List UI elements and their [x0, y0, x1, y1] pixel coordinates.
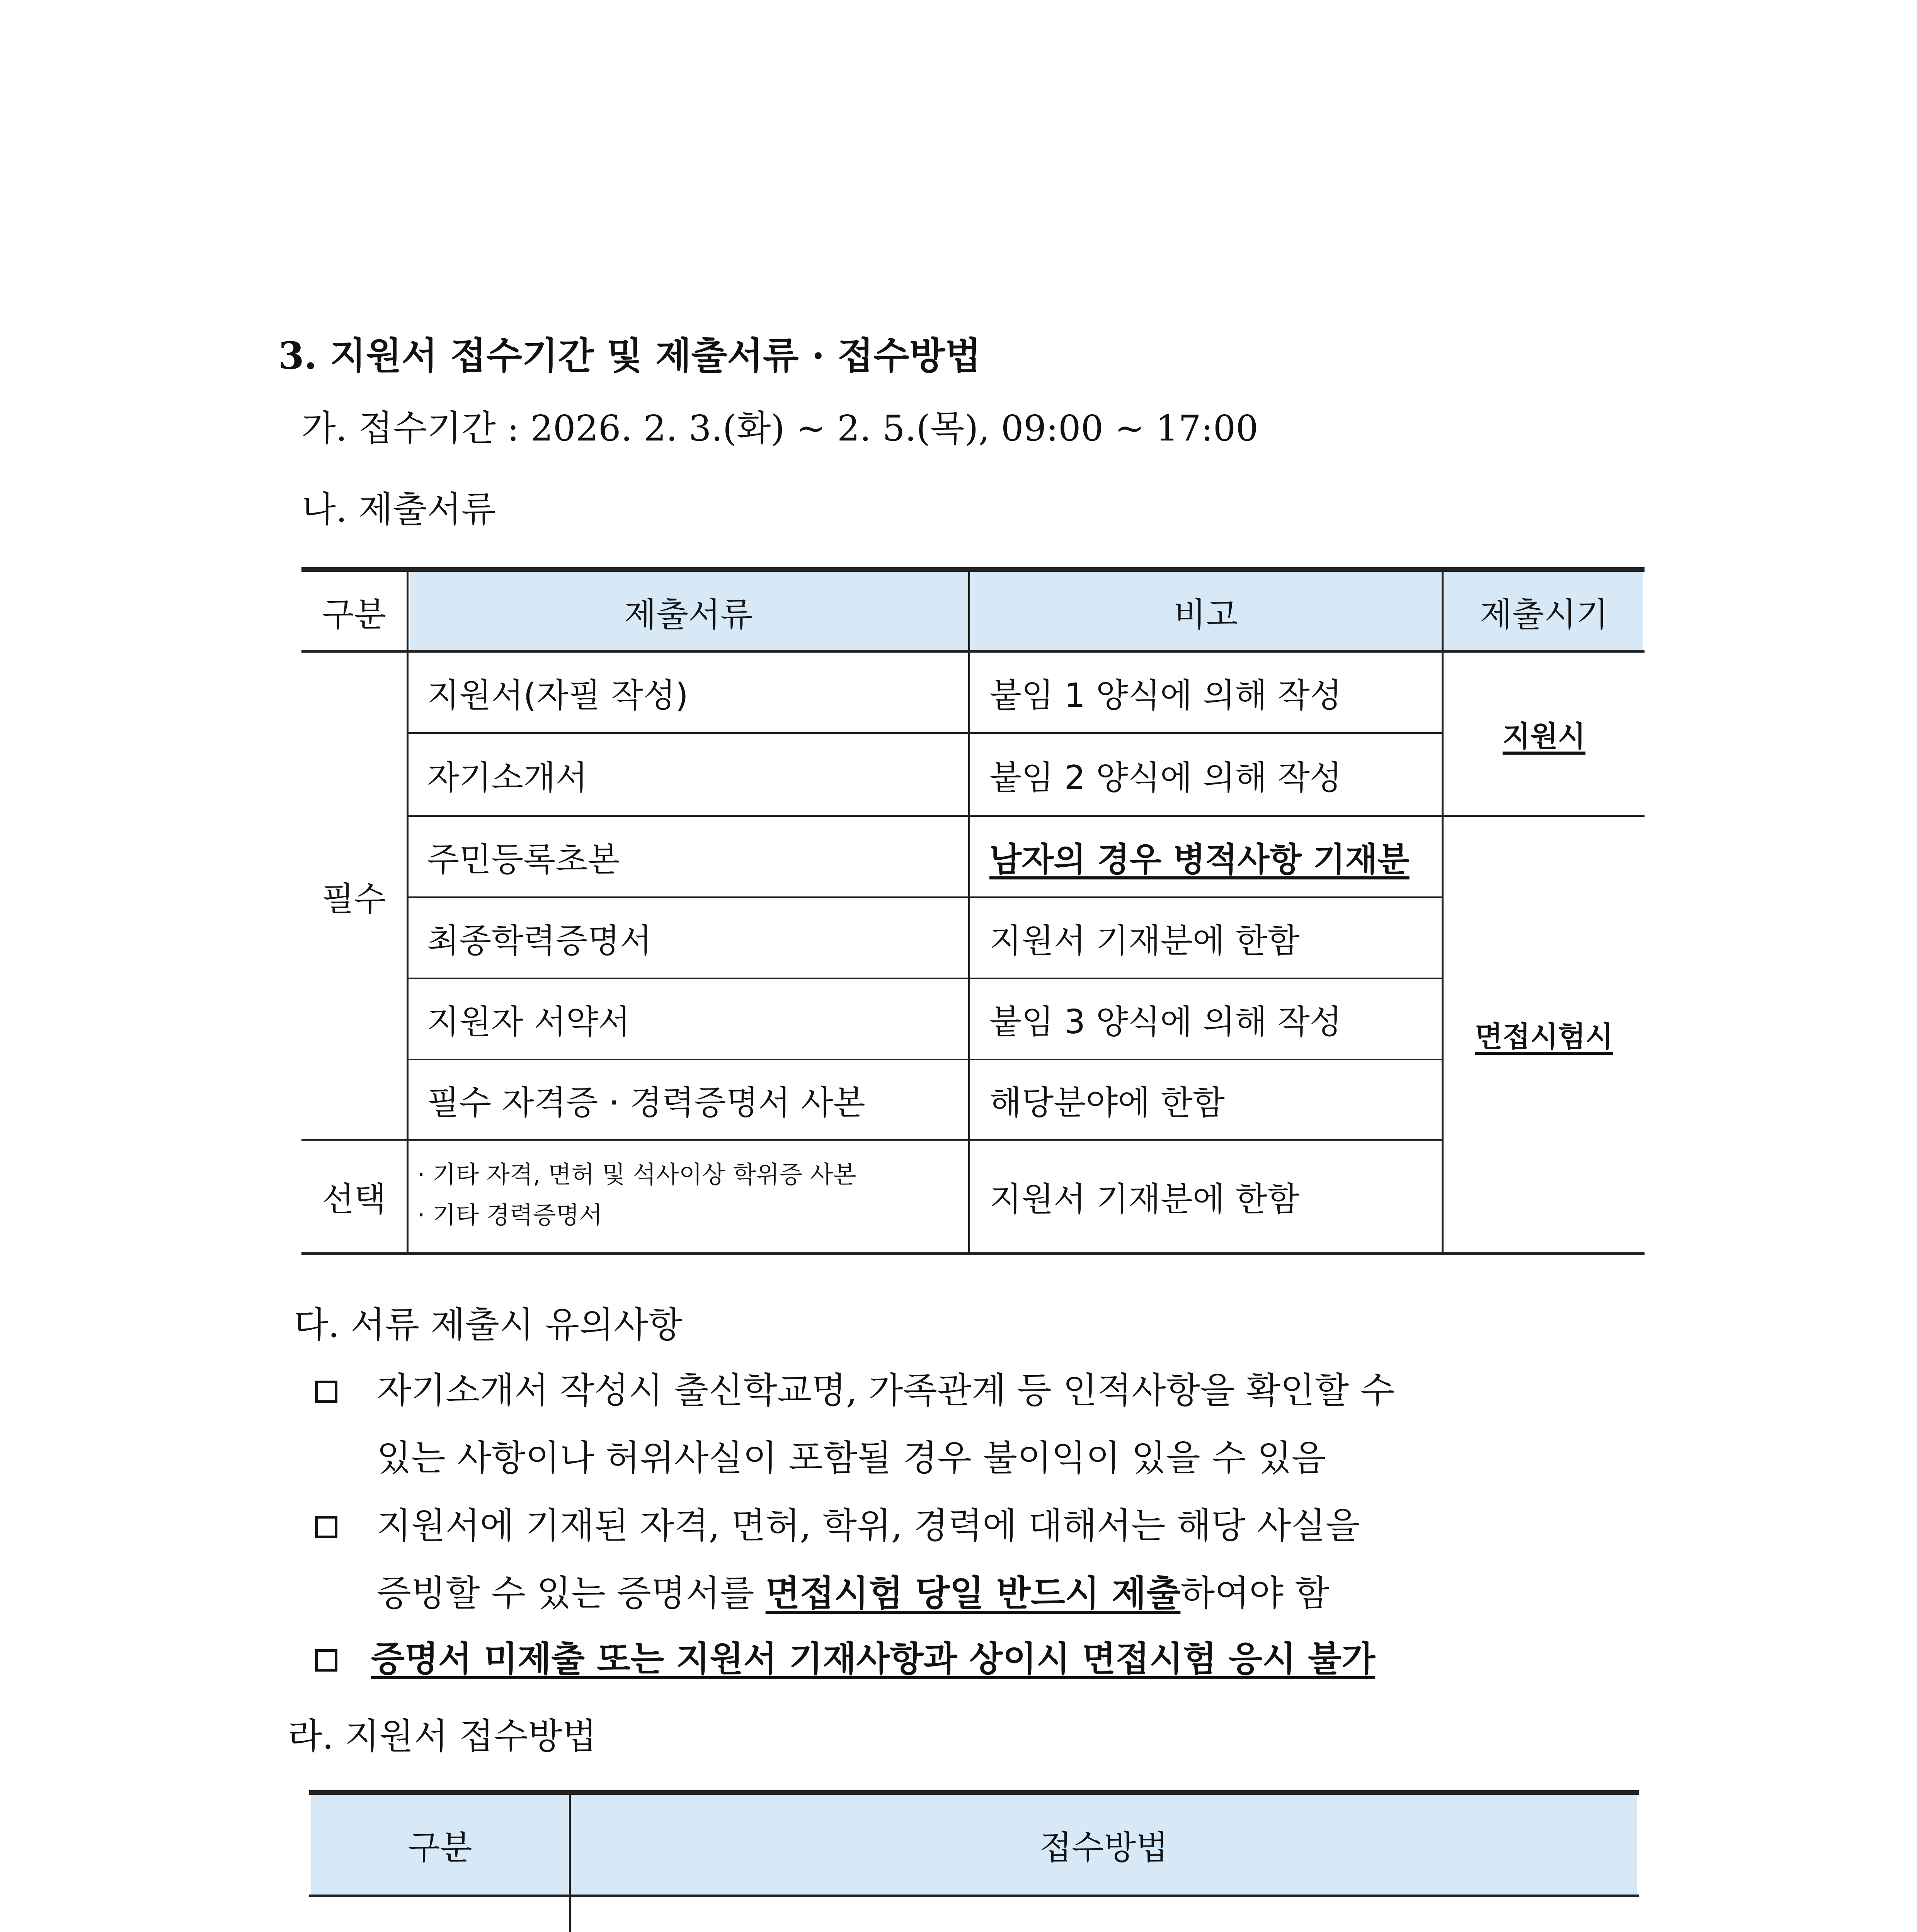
timing-interview: 면접시험시 — [1475, 1020, 1613, 1053]
note-education-cert: 지원서 기재분에 한함 — [989, 922, 1300, 960]
method-header-type: 구분 — [408, 1828, 472, 1867]
checkbox-icon — [315, 1516, 337, 1540]
header-documents: 제출서류 — [624, 595, 753, 634]
timing-apply: 지원시 — [1502, 719, 1586, 753]
doc-resident-abstract: 주민등록초본 — [427, 840, 620, 879]
method-header-method: 접수방법 — [1039, 1828, 1168, 1867]
group-optional: 선택 — [322, 1180, 386, 1219]
doc-education-cert: 최종학력증명서 — [427, 922, 652, 960]
note-2-line1: 지원서에 기재된 자격, 면허, 학위, 경력에 대해서는 해당 사실을 — [377, 1505, 1360, 1546]
note-optional: 지원서 기재분에 한함 — [989, 1180, 1300, 1219]
group-required: 필수 — [322, 879, 386, 918]
doc-self-intro: 자기소개서 — [427, 758, 588, 797]
note-1-line2: 있는 사항이나 허위사실이 포함될 경우 불이익이 있을 수 있음 — [377, 1437, 1326, 1479]
note-resident-abstract: 남자의 경우 병적사항 기재분 — [989, 840, 1410, 879]
doc-application: 지원서(자필 작성) — [427, 676, 688, 715]
documents-label: 나. 제출서류 — [301, 489, 496, 530]
checkbox-icon — [315, 1649, 337, 1673]
header-category: 구분 — [322, 595, 386, 634]
doc-license-copy: 필수 자격증 · 경력증명서 사본 — [427, 1083, 865, 1122]
note-self-intro: 붙임 2 양식에 의해 작성 — [989, 758, 1342, 797]
note-2-line2: 증빙할 수 있는 증명서를 면접시험 당일 반드시 제출하여야 함 — [377, 1572, 1330, 1614]
header-timing: 제출시기 — [1479, 595, 1609, 634]
optional-doc-2: · 기타 경력증명서 — [417, 1201, 603, 1229]
note-3: 증명서 미제출 또는 지원서 기재사항과 상이시 면접시험 응시 불가 — [371, 1639, 1376, 1679]
note-application: 붙임 1 양식에 의해 작성 — [989, 676, 1342, 715]
header-note: 비고 — [1173, 595, 1238, 634]
doc-pledge: 지원자 서약서 — [427, 1003, 630, 1041]
method-label: 라. 지원서 접수방법 — [288, 1716, 597, 1757]
section-title: 3. 지원서 접수기간 및 제출서류 · 접수방법 — [278, 334, 981, 378]
optional-doc-1: · 기타 자격, 면허 및 석사이상 학위증 사본 — [417, 1160, 856, 1189]
checkbox-icon — [315, 1381, 337, 1405]
notes-label: 다. 서류 제출시 유의사항 — [294, 1304, 683, 1345]
period-line: 가. 접수기간 : 2026. 2. 3.(화) ~ 2. 5.(목), 09:00 ~ 17:00 — [301, 408, 1258, 449]
note-1-line1: 자기소개서 작성시 출신학교명, 가족관계 등 인적사항을 확인할 수 — [377, 1370, 1395, 1411]
method-email-line1 — [597, 1924, 1361, 1932]
note-pledge: 붙임 3 양식에 의해 작성 — [989, 1003, 1342, 1041]
note-license-copy: 해당분야에 한함 — [989, 1083, 1225, 1122]
